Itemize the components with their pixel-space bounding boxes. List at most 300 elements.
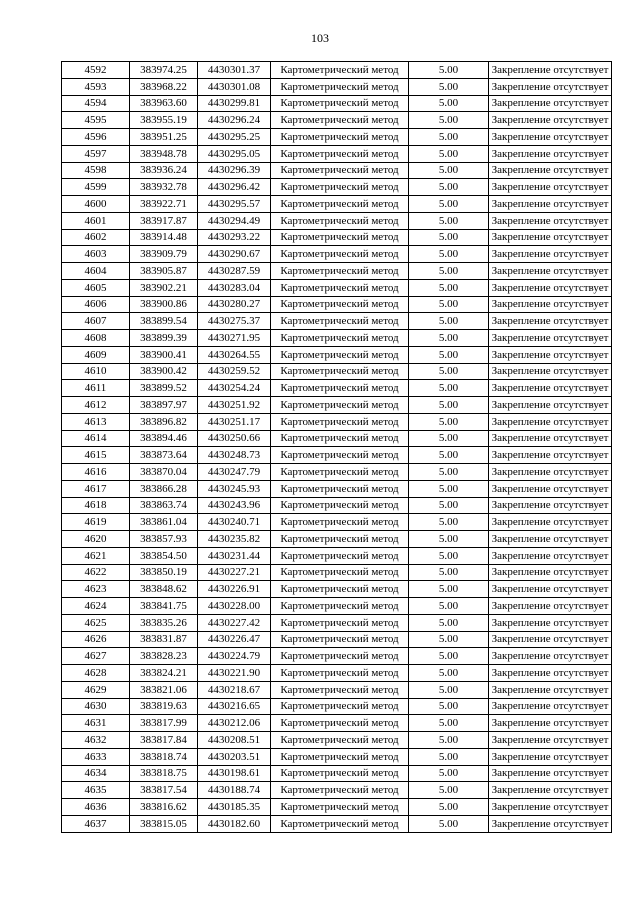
method-cell: Картометрический метод [271,145,409,162]
x-coordinate-cell: 383899.54 [130,313,198,330]
table-row [62,179,612,196]
table-row [62,765,612,782]
method-cell: Картометрический метод [271,162,409,179]
x-coordinate-cell: 383824.21 [130,665,198,682]
method-cell: Картометрический метод [271,430,409,447]
point-number-cell: 4618 [62,497,130,514]
method-cell: Картометрический метод [271,380,409,397]
table-row [62,212,612,229]
y-coordinate-cell: 4430250.66 [198,430,271,447]
accuracy-cell: 5.00 [409,447,489,464]
x-coordinate-cell: 383815.05 [130,815,198,832]
y-coordinate-cell: 4430185.35 [198,799,271,816]
fixing-cell: Закрепление отсутствует [489,715,612,732]
table-row [62,430,612,447]
method-cell: Картометрический метод [271,447,409,464]
table-row [62,782,612,799]
point-number-cell: 4623 [62,581,130,598]
point-number-cell: 4637 [62,815,130,832]
point-number-cell: 4607 [62,313,130,330]
x-coordinate-cell: 383816.62 [130,799,198,816]
accuracy-cell: 5.00 [409,62,489,79]
fixing-cell: Закрепление отсутствует [489,564,612,581]
x-coordinate-cell: 383936.24 [130,162,198,179]
method-cell: Картометрический метод [271,732,409,749]
y-coordinate-cell: 4430198.61 [198,765,271,782]
x-coordinate-cell: 383861.04 [130,514,198,531]
table-row [62,581,612,598]
table-row [62,363,612,380]
accuracy-cell: 5.00 [409,665,489,682]
fixing-cell: Закрепление отсутствует [489,665,612,682]
table-row [62,748,612,765]
accuracy-cell: 5.00 [409,581,489,598]
x-coordinate-cell: 383848.62 [130,581,198,598]
y-coordinate-cell: 4430224.79 [198,648,271,665]
point-number-cell: 4615 [62,447,130,464]
point-number-cell: 4613 [62,413,130,430]
point-number-cell: 4603 [62,246,130,263]
x-coordinate-cell: 383817.84 [130,732,198,749]
y-coordinate-cell: 4430227.42 [198,614,271,631]
x-coordinate-cell: 383819.63 [130,698,198,715]
x-coordinate-cell: 383896.82 [130,413,198,430]
point-number-cell: 4596 [62,129,130,146]
y-coordinate-cell: 4430251.92 [198,397,271,414]
fixing-cell: Закрепление отсутствует [489,95,612,112]
point-number-cell: 4595 [62,112,130,129]
accuracy-cell: 5.00 [409,480,489,497]
x-coordinate-cell: 383900.41 [130,346,198,363]
coordinates-table [61,61,612,833]
y-coordinate-cell: 4430280.27 [198,296,271,313]
y-coordinate-cell: 4430295.25 [198,129,271,146]
accuracy-cell: 5.00 [409,681,489,698]
fixing-cell: Закрепление отсутствует [489,447,612,464]
x-coordinate-cell: 383821.06 [130,681,198,698]
coordinates-table-body [62,62,612,833]
method-cell: Картометрический метод [271,631,409,648]
point-number-cell: 4608 [62,330,130,347]
y-coordinate-cell: 4430259.52 [198,363,271,380]
accuracy-cell: 5.00 [409,78,489,95]
fixing-cell: Закрепление отсутствует [489,296,612,313]
accuracy-cell: 5.00 [409,263,489,280]
table-row [62,514,612,531]
y-coordinate-cell: 4430301.37 [198,62,271,79]
table-row [62,313,612,330]
y-coordinate-cell: 4430275.37 [198,313,271,330]
accuracy-cell: 5.00 [409,799,489,816]
x-coordinate-cell: 383854.50 [130,547,198,564]
x-coordinate-cell: 383857.93 [130,531,198,548]
x-coordinate-cell: 383866.28 [130,480,198,497]
accuracy-cell: 5.00 [409,430,489,447]
point-number-cell: 4604 [62,263,130,280]
y-coordinate-cell: 4430295.57 [198,196,271,213]
fixing-cell: Закрепление отсутствует [489,648,612,665]
fixing-cell: Закрепление отсутствует [489,179,612,196]
y-coordinate-cell: 4430290.67 [198,246,271,263]
table-row [62,497,612,514]
method-cell: Картометрический метод [271,564,409,581]
accuracy-cell: 5.00 [409,145,489,162]
x-coordinate-cell: 383974.25 [130,62,198,79]
method-cell: Картометрический метод [271,62,409,79]
x-coordinate-cell: 383828.23 [130,648,198,665]
method-cell: Картометрический метод [271,598,409,615]
table-row [62,346,612,363]
fixing-cell: Закрепление отсутствует [489,78,612,95]
table-row [62,380,612,397]
method-cell: Картометрический метод [271,715,409,732]
accuracy-cell: 5.00 [409,313,489,330]
accuracy-cell: 5.00 [409,648,489,665]
point-number-cell: 4599 [62,179,130,196]
accuracy-cell: 5.00 [409,815,489,832]
point-number-cell: 4624 [62,598,130,615]
page-number: 103 [311,31,329,45]
table-row [62,631,612,648]
x-coordinate-cell: 383863.74 [130,497,198,514]
y-coordinate-cell: 4430245.93 [198,480,271,497]
x-coordinate-cell: 383955.19 [130,112,198,129]
y-coordinate-cell: 4430294.49 [198,212,271,229]
accuracy-cell: 5.00 [409,514,489,531]
table-row [62,447,612,464]
method-cell: Картометрический метод [271,346,409,363]
point-number-cell: 4612 [62,397,130,414]
table-row [62,480,612,497]
point-number-cell: 4627 [62,648,130,665]
y-coordinate-cell: 4430247.79 [198,464,271,481]
y-coordinate-cell: 4430264.55 [198,346,271,363]
x-coordinate-cell: 383841.75 [130,598,198,615]
fixing-cell: Закрепление отсутствует [489,330,612,347]
table-row [62,196,612,213]
point-number-cell: 4632 [62,732,130,749]
y-coordinate-cell: 4430231.44 [198,547,271,564]
table-row [62,129,612,146]
x-coordinate-cell: 383870.04 [130,464,198,481]
y-coordinate-cell: 4430254.24 [198,380,271,397]
method-cell: Картометрический метод [271,397,409,414]
y-coordinate-cell: 4430240.71 [198,514,271,531]
accuracy-cell: 5.00 [409,212,489,229]
y-coordinate-cell: 4430295.05 [198,145,271,162]
x-coordinate-cell: 383899.52 [130,380,198,397]
point-number-cell: 4616 [62,464,130,481]
table-row [62,564,612,581]
table-row [62,246,612,263]
accuracy-cell: 5.00 [409,330,489,347]
method-cell: Картометрический метод [271,246,409,263]
table-row [62,799,612,816]
y-coordinate-cell: 4430235.82 [198,531,271,548]
y-coordinate-cell: 4430227.21 [198,564,271,581]
x-coordinate-cell: 383914.48 [130,229,198,246]
table-row [62,413,612,430]
accuracy-cell: 5.00 [409,564,489,581]
table-row [62,715,612,732]
method-cell: Картометрический метод [271,279,409,296]
point-number-cell: 4622 [62,564,130,581]
accuracy-cell: 5.00 [409,196,489,213]
fixing-cell: Закрепление отсутствует [489,229,612,246]
table-row [62,681,612,698]
table-row [62,296,612,313]
table-row [62,279,612,296]
accuracy-cell: 5.00 [409,346,489,363]
point-number-cell: 4617 [62,480,130,497]
y-coordinate-cell: 4430248.73 [198,447,271,464]
table-row [62,229,612,246]
fixing-cell: Закрепление отсутствует [489,698,612,715]
x-coordinate-cell: 383909.79 [130,246,198,263]
table-row [62,330,612,347]
accuracy-cell: 5.00 [409,698,489,715]
point-number-cell: 4633 [62,748,130,765]
method-cell: Картометрический метод [271,581,409,598]
y-coordinate-cell: 4430226.91 [198,581,271,598]
method-cell: Картометрический метод [271,815,409,832]
method-cell: Картометрический метод [271,782,409,799]
accuracy-cell: 5.00 [409,162,489,179]
point-number-cell: 4635 [62,782,130,799]
fixing-cell: Закрепление отсутствует [489,380,612,397]
method-cell: Картометрический метод [271,698,409,715]
table-row [62,648,612,665]
x-coordinate-cell: 383817.99 [130,715,198,732]
fixing-cell: Закрепление отсутствует [489,799,612,816]
table-row [62,78,612,95]
point-number-cell: 4606 [62,296,130,313]
table-row [62,145,612,162]
accuracy-cell: 5.00 [409,246,489,263]
x-coordinate-cell: 383818.75 [130,765,198,782]
accuracy-cell: 5.00 [409,614,489,631]
method-cell: Картометрический метод [271,263,409,280]
fixing-cell: Закрепление отсутствует [489,782,612,799]
accuracy-cell: 5.00 [409,464,489,481]
method-cell: Картометрический метод [271,514,409,531]
y-coordinate-cell: 4430299.81 [198,95,271,112]
fixing-cell: Закрепление отсутствует [489,531,612,548]
x-coordinate-cell: 383932.78 [130,179,198,196]
method-cell: Картометрический метод [271,765,409,782]
fixing-cell: Закрепление отсутствует [489,614,612,631]
x-coordinate-cell: 383873.64 [130,447,198,464]
fixing-cell: Закрепление отсутствует [489,598,612,615]
fixing-cell: Закрепление отсутствует [489,732,612,749]
fixing-cell: Закрепление отсутствует [489,112,612,129]
accuracy-cell: 5.00 [409,380,489,397]
method-cell: Картометрический метод [271,681,409,698]
fixing-cell: Закрепление отсутствует [489,397,612,414]
fixing-cell: Закрепление отсутствует [489,765,612,782]
method-cell: Картометрический метод [271,531,409,548]
point-number-cell: 4614 [62,430,130,447]
method-cell: Картометрический метод [271,78,409,95]
fixing-cell: Закрепление отсутствует [489,212,612,229]
x-coordinate-cell: 383817.54 [130,782,198,799]
point-number-cell: 4634 [62,765,130,782]
y-coordinate-cell: 4430203.51 [198,748,271,765]
accuracy-cell: 5.00 [409,765,489,782]
method-cell: Картометрический метод [271,296,409,313]
fixing-cell: Закрепление отсутствует [489,631,612,648]
fixing-cell: Закрепление отсутствует [489,681,612,698]
method-cell: Картометрический метод [271,648,409,665]
accuracy-cell: 5.00 [409,129,489,146]
method-cell: Картометрический метод [271,547,409,564]
fixing-cell: Закрепление отсутствует [489,62,612,79]
method-cell: Картометрический метод [271,413,409,430]
fixing-cell: Закрепление отсутствует [489,346,612,363]
fixing-cell: Закрепление отсутствует [489,313,612,330]
accuracy-cell: 5.00 [409,547,489,564]
fixing-cell: Закрепление отсутствует [489,815,612,832]
x-coordinate-cell: 383894.46 [130,430,198,447]
y-coordinate-cell: 4430293.22 [198,229,271,246]
table-row [62,397,612,414]
y-coordinate-cell: 4430218.67 [198,681,271,698]
fixing-cell: Закрепление отсутствует [489,581,612,598]
x-coordinate-cell: 383835.26 [130,614,198,631]
x-coordinate-cell: 383948.78 [130,145,198,162]
fixing-cell: Закрепление отсутствует [489,464,612,481]
point-number-cell: 4636 [62,799,130,816]
method-cell: Картометрический метод [271,665,409,682]
accuracy-cell: 5.00 [409,497,489,514]
y-coordinate-cell: 4430226.47 [198,631,271,648]
y-coordinate-cell: 4430221.90 [198,665,271,682]
table-row [62,815,612,832]
accuracy-cell: 5.00 [409,229,489,246]
x-coordinate-cell: 383831.87 [130,631,198,648]
point-number-cell: 4625 [62,614,130,631]
table-row [62,112,612,129]
method-cell: Картометрический метод [271,464,409,481]
fixing-cell: Закрепление отсутствует [489,196,612,213]
accuracy-cell: 5.00 [409,179,489,196]
point-number-cell: 4619 [62,514,130,531]
fixing-cell: Закрепление отсутствует [489,263,612,280]
x-coordinate-cell: 383951.25 [130,129,198,146]
x-coordinate-cell: 383899.39 [130,330,198,347]
x-coordinate-cell: 383900.86 [130,296,198,313]
fixing-cell: Закрепление отсутствует [489,547,612,564]
table-row [62,698,612,715]
point-number-cell: 4601 [62,212,130,229]
y-coordinate-cell: 4430208.51 [198,732,271,749]
method-cell: Картометрический метод [271,330,409,347]
fixing-cell: Закрепление отсутствует [489,748,612,765]
point-number-cell: 4610 [62,363,130,380]
point-number-cell: 4598 [62,162,130,179]
point-number-cell: 4629 [62,681,130,698]
y-coordinate-cell: 4430212.06 [198,715,271,732]
accuracy-cell: 5.00 [409,397,489,414]
accuracy-cell: 5.00 [409,296,489,313]
x-coordinate-cell: 383902.21 [130,279,198,296]
point-number-cell: 4621 [62,547,130,564]
table-row [62,531,612,548]
fixing-cell: Закрепление отсутствует [489,514,612,531]
y-coordinate-cell: 4430283.04 [198,279,271,296]
accuracy-cell: 5.00 [409,631,489,648]
x-coordinate-cell: 383818.74 [130,748,198,765]
accuracy-cell: 5.00 [409,748,489,765]
accuracy-cell: 5.00 [409,598,489,615]
table-row [62,614,612,631]
method-cell: Картометрический метод [271,179,409,196]
point-number-cell: 4631 [62,715,130,732]
x-coordinate-cell: 383850.19 [130,564,198,581]
table-row [62,665,612,682]
point-number-cell: 4594 [62,95,130,112]
fixing-cell: Закрепление отсутствует [489,246,612,263]
accuracy-cell: 5.00 [409,279,489,296]
y-coordinate-cell: 4430296.42 [198,179,271,196]
point-number-cell: 4592 [62,62,130,79]
point-number-cell: 4605 [62,279,130,296]
y-coordinate-cell: 4430251.17 [198,413,271,430]
accuracy-cell: 5.00 [409,715,489,732]
point-number-cell: 4628 [62,665,130,682]
method-cell: Картометрический метод [271,313,409,330]
accuracy-cell: 5.00 [409,413,489,430]
point-number-cell: 4602 [62,229,130,246]
x-coordinate-cell: 383900.42 [130,363,198,380]
method-cell: Картометрический метод [271,748,409,765]
point-number-cell: 4630 [62,698,130,715]
method-cell: Картометрический метод [271,129,409,146]
method-cell: Картометрический метод [271,112,409,129]
y-coordinate-cell: 4430188.74 [198,782,271,799]
fixing-cell: Закрепление отсутствует [489,480,612,497]
method-cell: Картометрический метод [271,614,409,631]
method-cell: Картометрический метод [271,497,409,514]
x-coordinate-cell: 383905.87 [130,263,198,280]
method-cell: Картометрический метод [271,480,409,497]
point-number-cell: 4611 [62,380,130,397]
fixing-cell: Закрепление отсутствует [489,279,612,296]
accuracy-cell: 5.00 [409,732,489,749]
y-coordinate-cell: 4430301.08 [198,78,271,95]
table-row [62,162,612,179]
x-coordinate-cell: 383897.97 [130,397,198,414]
method-cell: Картометрический метод [271,363,409,380]
table-row [62,598,612,615]
table-row [62,62,612,79]
table-row [62,547,612,564]
accuracy-cell: 5.00 [409,363,489,380]
point-number-cell: 4626 [62,631,130,648]
accuracy-cell: 5.00 [409,782,489,799]
accuracy-cell: 5.00 [409,112,489,129]
table-row [62,263,612,280]
point-number-cell: 4620 [62,531,130,548]
fixing-cell: Закрепление отсутствует [489,363,612,380]
x-coordinate-cell: 383922.71 [130,196,198,213]
y-coordinate-cell: 4430271.95 [198,330,271,347]
x-coordinate-cell: 383917.87 [130,212,198,229]
method-cell: Картометрический метод [271,229,409,246]
table-row [62,95,612,112]
y-coordinate-cell: 4430243.96 [198,497,271,514]
point-number-cell: 4593 [62,78,130,95]
